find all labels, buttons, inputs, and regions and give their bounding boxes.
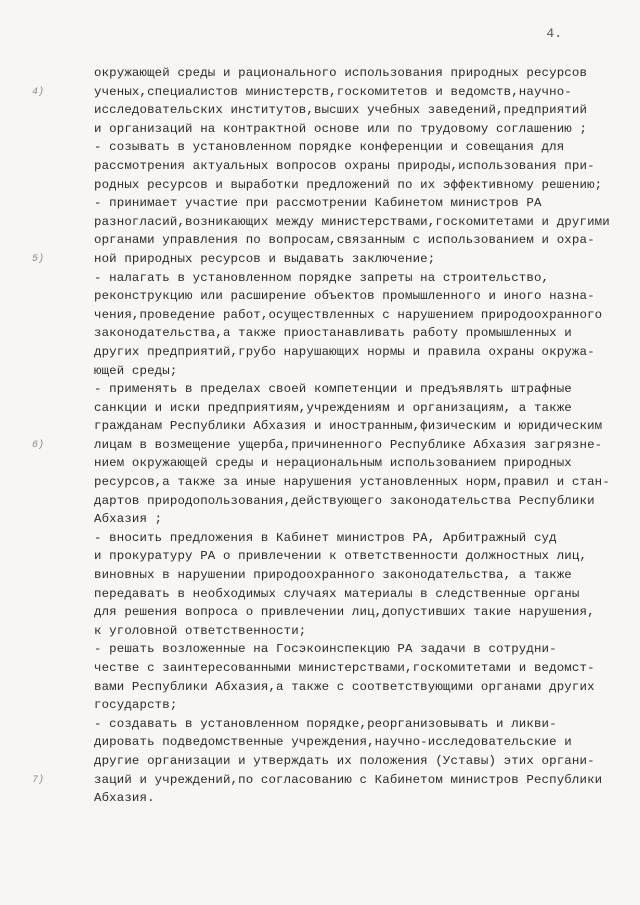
text-line: Абхазия ; [94, 512, 163, 527]
text-line: виновных в нарушении природоохранного законодательства, а также [94, 568, 572, 583]
text-line: других предприятий,грубо нарушающих нормы и правила охраны окружа- [94, 344, 595, 359]
text-line: реконструкцию или расширение объектов промышленного и иного назна- [94, 289, 595, 304]
text-line: ресурсов,а также за иные нарушения установленных норм,правил и стан- [94, 475, 610, 490]
text-line: гражданам Республики Абхазия и иностранным,физическим и юридическим [94, 419, 603, 434]
margin-annotation: 7) [32, 774, 45, 786]
text-line: рассмотрения актуальных вопросов охраны природы,использования при- [94, 158, 595, 173]
text-line: - создавать в установленном порядке,реорганизовывать и ликви- [94, 716, 557, 731]
text-line: органами управления по вопросам,связанным с использованием и охра- [94, 233, 595, 248]
text-line: заций и учреждений,по согласованию с Кабинетом министров Республики [94, 772, 603, 787]
text-line: - налагать в установленном порядке запреты на строительство, [94, 270, 550, 285]
text-line: честве с заинтересованными министерствами,госкомитетами и ведомст- [94, 661, 595, 675]
text-line: передавать в необходимых случаях материалы в следственные органы [94, 586, 580, 601]
text-line: - вносить предложения в Кабинет министров РА, Арбитражный суд [94, 530, 557, 545]
text-line: дартов природопользования,действующего законодательства Республики [94, 493, 595, 508]
page-number: 4. [546, 26, 562, 41]
text-line: - принимает участие при рассмотрении Кабинетом министров РА [94, 196, 542, 211]
text-line: другие организации и утверждать их положения (Уставы) этих органи- [94, 753, 595, 768]
margin-annotation: 5) [32, 254, 45, 265]
text-line: родных ресурсов и выработки предложений по их эффективному решению; [94, 177, 603, 192]
text-line: исследовательских институтов,высших учебных заведений,предприятий [94, 103, 588, 118]
text-line: лицам в возмещение ущерба,причиненного Республике Абхазия загрязне- [94, 437, 603, 452]
text-line: санкции и иски предприятиям,учреждениям и организациям, а также [94, 400, 572, 415]
text-line: разногласий,возникающих между министерствами,госкомитетами и другими [94, 214, 610, 229]
text-line: государств; [94, 698, 178, 713]
text-line: к уголовной ответственности; [94, 623, 307, 638]
text-line: для решения вопроса о привлечении лиц,допустивших такие нарушения, [94, 605, 595, 620]
text-line: - созывать в установленном порядке конференции и совещания для [94, 140, 565, 155]
margin-annotation: 4) [32, 86, 45, 98]
text-line: чения,проведение работ,осуществленных с нарушением природоохранного [94, 307, 603, 322]
text-line: Абхазия. [94, 791, 155, 806]
text-line: законодательства,а также приостанавливать работу промышленных и [94, 326, 572, 341]
text-line: ученых,специалистов министерств,госкомитетов и ведомств,научно- [94, 84, 572, 99]
text-line: - решать возложенные на Госэкоинспекцию РА задачи в сотрудни- [94, 642, 557, 657]
text-line: и прокуратуру РА о привлечении к ответственности должностных лиц, [94, 549, 588, 564]
margin-annotation: 6) [32, 440, 45, 451]
text-line: окружающей среды и рационального использования природных ресурсов [94, 66, 588, 80]
text-line: ной природных ресурсов и выдавать заключение; [94, 251, 436, 266]
text-line: и организаций на контрактной основе или по трудовому соглашению ; [94, 121, 588, 136]
text-line: вами Республики Абхазия,а также с соответствующими органами других [94, 679, 595, 694]
text-line: ющей среды; [94, 363, 178, 378]
text-line: нием окружающей среды и нерациональным использованием природных [94, 456, 572, 471]
text-line: - применять в пределах своей компетенции и предъявлять штрафные [94, 382, 572, 397]
document-body [94, 64, 634, 808]
text-line: дировать подведомственные учреждения,научно-исследовательские и [94, 735, 572, 750]
